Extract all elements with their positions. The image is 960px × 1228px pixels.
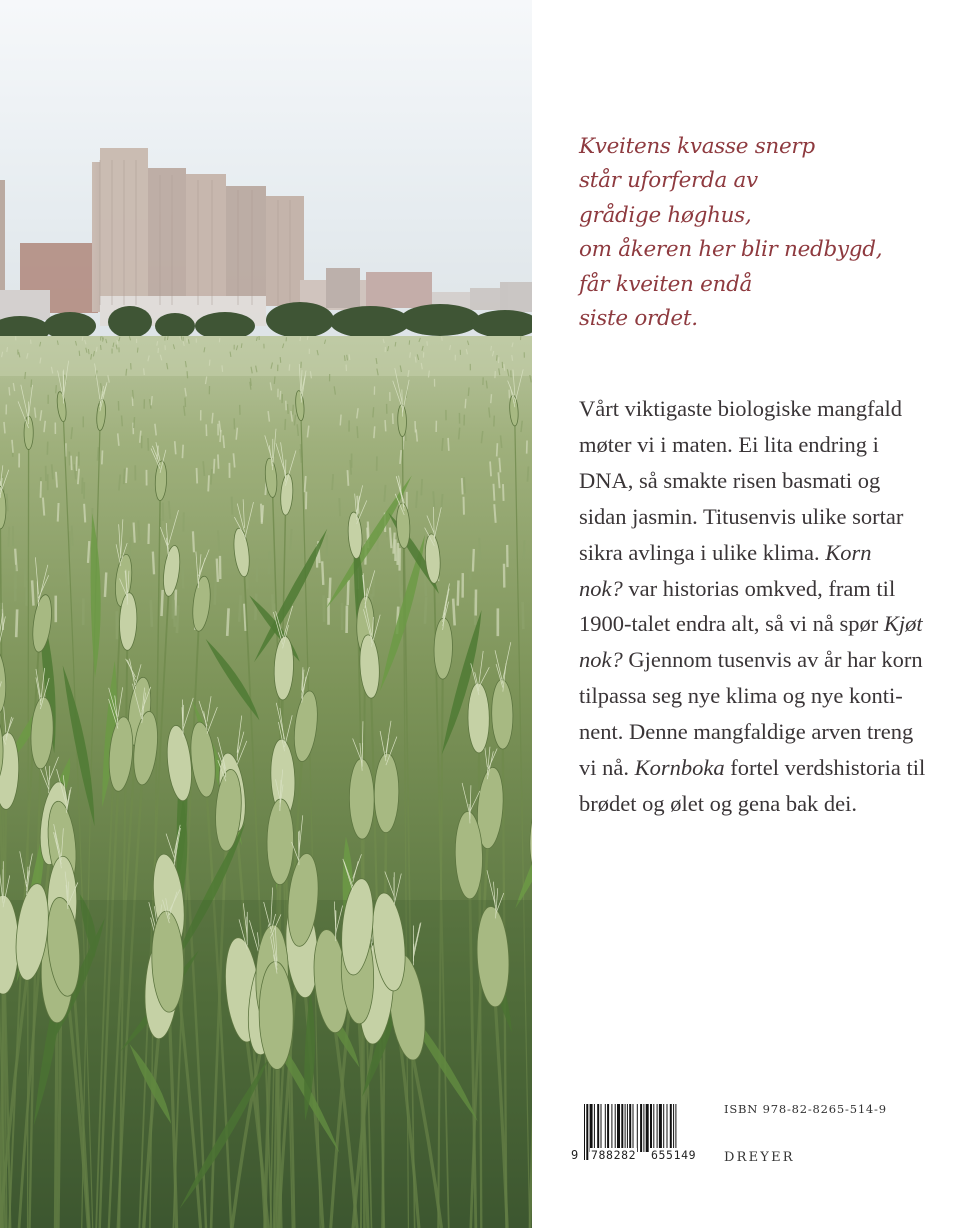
description-text: vi nå. [579, 755, 635, 781]
wheat-texture [76, 456, 77, 470]
wheat-texture [392, 518, 393, 538]
wheat-texture [218, 454, 219, 468]
barcode-bar [659, 1104, 662, 1152]
wheat-texture [527, 466, 528, 481]
wheat-texture [479, 538, 480, 560]
wheat-texture [9, 387, 10, 395]
emphasis-korn: Korn [825, 539, 872, 565]
wheat-texture [497, 355, 498, 361]
wheat-texture [169, 501, 170, 519]
wheat-texture [344, 355, 345, 361]
wheat-texture [183, 564, 184, 588]
barcode-bar [597, 1104, 599, 1152]
wheat-texture [101, 345, 102, 350]
wheat-texture [503, 484, 504, 501]
barcode-bar [590, 1104, 593, 1152]
wheat-texture [442, 438, 443, 451]
wheat-texture [468, 387, 469, 395]
poem-line: grådige høghus, [579, 202, 752, 228]
wheat-texture [384, 485, 385, 502]
wheat-texture [290, 529, 291, 550]
wheat-texture [373, 407, 374, 417]
wheat-texture [232, 497, 233, 515]
wheat-texture [102, 450, 103, 464]
wheat-texture [187, 371, 188, 378]
wheat-texture [393, 533, 394, 554]
poem-line: får kveiten endå [579, 271, 753, 297]
publisher-name: DREYER [724, 1150, 795, 1165]
barcode-bar [663, 1104, 664, 1152]
wheat-texture [124, 469, 125, 485]
wheat-texture [350, 460, 351, 475]
wheat-texture [219, 338, 220, 342]
poem-line: Kveitens kvasse snerp [579, 134, 815, 159]
wheat-texture [462, 478, 463, 494]
wheat-texture [15, 565, 16, 589]
wheat-texture [126, 369, 127, 376]
description-line [579, 642, 951, 678]
wheat-texture [175, 441, 176, 454]
wheat-texture [415, 357, 416, 363]
wheat-texture [209, 360, 210, 366]
wheat-texture [489, 407, 490, 417]
wheat-texture [433, 491, 434, 508]
wheat-texture [16, 609, 17, 637]
wheat-texture [499, 458, 500, 473]
emphasis-nok: nok? [579, 575, 623, 601]
description-line [579, 606, 951, 642]
barcode-bar [646, 1104, 649, 1152]
wheat-texture [416, 491, 417, 508]
wheat-texture [374, 426, 375, 438]
wheat-texture [458, 580, 459, 605]
barcode-lead-digit: 9 [571, 1148, 579, 1162]
wheat-texture [218, 530, 219, 551]
barcode-bar [621, 1104, 623, 1152]
wheat-texture [459, 428, 460, 440]
barcode-bar [650, 1104, 652, 1152]
wheat-texture [347, 355, 348, 361]
barcode-bar [617, 1104, 620, 1152]
description-line [579, 571, 951, 607]
poem-line: om åkeren her blir nedbygd, [579, 237, 883, 263]
wheat-texture [222, 365, 223, 372]
wheat-texture [493, 484, 494, 501]
wheat-texture [144, 368, 145, 375]
barcode-bar [601, 1104, 602, 1152]
wheat-texture [105, 572, 106, 597]
barcode-digits-right: 655149 [651, 1148, 697, 1162]
wheat-texture [448, 438, 449, 451]
wheat-texture [162, 590, 163, 616]
back-cover-text-panel [532, 0, 960, 1228]
wheat-texture [390, 528, 391, 549]
wheat-texture [498, 472, 499, 488]
description-text: sikra avlinga i ulike klima. [579, 539, 826, 565]
description-line [579, 535, 951, 571]
wheat-texture [4, 422, 5, 433]
wheat-texture [12, 440, 13, 453]
wheat-texture [494, 504, 495, 523]
wheat-texture [25, 564, 26, 588]
barcode-bar [615, 1104, 616, 1152]
wheat-texture [473, 549, 474, 572]
wheat-texture [453, 599, 454, 626]
wheat-texture [173, 600, 174, 627]
wheat-texture [300, 337, 301, 341]
wheat-texture [129, 537, 130, 558]
wheat-texture [43, 498, 44, 516]
barcode-bar [643, 1104, 644, 1152]
wheat-texture [8, 527, 9, 548]
wheat-texture [340, 415, 341, 426]
wheat-texture [138, 520, 139, 540]
barcode-bar [670, 1104, 672, 1152]
wheat-texture [82, 337, 83, 341]
wheat-texture [512, 355, 513, 361]
wheat-texture [385, 420, 386, 431]
wheat-texture [137, 348, 138, 353]
poem-line: siste ordet. [579, 306, 698, 332]
wheat-texture [280, 357, 281, 363]
wheat-texture [491, 346, 492, 351]
barcode-bar [637, 1104, 638, 1152]
wheat-texture [227, 608, 228, 636]
wheat-texture [497, 443, 498, 456]
emphasis-nok: nok? [579, 647, 623, 673]
wheat-texture [32, 580, 33, 605]
wheat-texture [305, 476, 306, 492]
wheat-texture [88, 349, 89, 354]
wheat-texture [122, 415, 123, 426]
wheat-texture [262, 505, 263, 524]
wheat-texture [153, 552, 154, 575]
wheat-texture [322, 561, 323, 585]
wheat-texture [58, 503, 59, 522]
wheat-ear [349, 759, 375, 840]
wheat-texture [348, 580, 349, 605]
barcode-bar [625, 1104, 626, 1152]
wheat-texture [347, 470, 348, 486]
wheat-texture [269, 551, 270, 574]
wheat-texture [410, 352, 411, 357]
wheat-texture [25, 372, 26, 379]
wheat-texture [239, 595, 240, 622]
description-line: DNA, så smakte risen basmati og [579, 467, 881, 493]
barcode-bar [653, 1104, 654, 1152]
description-line: Vårt viktigaste biologiske mangfald [579, 396, 903, 421]
wheat-texture [293, 405, 294, 415]
wheat-texture [134, 417, 135, 428]
barcode-bar [605, 1104, 606, 1152]
description-line: brødet og ølet og gena bak dei. [579, 790, 858, 816]
wheat-texture [274, 376, 275, 384]
barcode-bar [640, 1104, 642, 1152]
wheat-texture [349, 354, 350, 360]
description-text: Gjennom tusenvis av år har korn [622, 647, 923, 673]
barcode-bar [611, 1104, 612, 1152]
isbn-barcode-block [568, 1098, 898, 1178]
barcode-bar [627, 1104, 628, 1152]
barcode-bar [657, 1104, 658, 1152]
wheat-texture [126, 468, 127, 483]
wheat-texture [425, 597, 426, 624]
emphasis-kjot: Kjøt [883, 611, 923, 637]
wheat-texture [255, 594, 256, 620]
wheat-texture [211, 469, 212, 485]
wheat-texture [41, 481, 42, 498]
description-text: 1900-talet endra alt, så vi nå spør [579, 611, 884, 637]
wheat-texture [208, 475, 209, 491]
wheat-texture [79, 351, 80, 356]
barcode-bar [584, 1104, 585, 1160]
wheat-texture [421, 479, 422, 495]
barcode-bar [594, 1104, 595, 1152]
barcode-bar [667, 1104, 668, 1152]
wheat-texture [285, 419, 286, 430]
barcode-bar [586, 1104, 588, 1160]
wheat-texture [197, 468, 198, 483]
wheat-texture [151, 600, 152, 627]
wheat-texture [78, 469, 79, 485]
wheat-texture [52, 464, 53, 479]
wheat-texture [490, 461, 491, 476]
wheat-texture [287, 404, 288, 414]
wheat-texture [68, 561, 69, 585]
wheat-texture [523, 602, 524, 629]
description-line: tilpassa seg nye klima og nye konti- [579, 683, 903, 709]
wheat-texture [182, 445, 183, 458]
wheat-texture [56, 472, 57, 488]
wheat-texture [397, 543, 398, 565]
emphasis-kornboka: Kornboka [634, 755, 725, 781]
wheat-texture [400, 573, 401, 598]
wheat-texture [215, 580, 216, 605]
wheat-texture [504, 364, 505, 370]
wheat-texture [71, 456, 72, 470]
wheat-texture [357, 426, 358, 438]
barcode-bar [607, 1104, 609, 1152]
wheat-texture [339, 498, 340, 516]
wheat-texture [464, 477, 465, 493]
wheat-texture [289, 364, 290, 370]
wheat-texture [212, 413, 213, 424]
isbn-number: ISBN 978-82-8265-514-9 [724, 1102, 887, 1116]
wheat-texture [272, 594, 273, 620]
wheat-texture [72, 525, 73, 545]
wheat-texture [134, 522, 135, 542]
wheat-texture [332, 474, 333, 490]
description-line: sidan jasmin. Titusenvis ulike sortar [579, 503, 904, 529]
wheat-texture [465, 399, 466, 408]
wheat-texture [185, 398, 186, 407]
description-text: fortel verdshistoria til [724, 755, 926, 781]
wheat-texture [223, 435, 224, 448]
description-line: nent. Denne mangfaldige arven treng [579, 719, 914, 745]
poem [579, 130, 949, 336]
wheat-texture [133, 390, 134, 399]
wheat-texture [177, 606, 178, 633]
wheat-texture [524, 540, 525, 562]
wheat-texture [7, 494, 8, 512]
wheat-texture [97, 447, 98, 461]
wheat-texture [56, 385, 57, 393]
description-line: møter vi i maten. Ei lita endring i [579, 431, 879, 457]
wheat-texture [442, 337, 443, 341]
description-line [579, 750, 951, 786]
poem-line: står uforferda av [579, 168, 758, 194]
wheat-texture [217, 559, 218, 582]
wheat-texture [84, 504, 85, 523]
wheat-texture [167, 336, 168, 340]
wheat-texture [88, 541, 89, 563]
wheat-texture [203, 461, 204, 476]
description-text: var historias omkved, fram til [622, 575, 896, 601]
wheat-texture [214, 459, 215, 474]
wheat-texture [193, 531, 194, 552]
wheat-texture [470, 557, 471, 580]
barcode-digits-left: 788282 [591, 1148, 637, 1162]
wheat-texture [7, 347, 8, 352]
book-description [579, 391, 951, 822]
wheat-texture [280, 391, 281, 400]
wheat-texture [220, 430, 221, 442]
wheat-texture [395, 342, 396, 347]
wheat-texture [491, 394, 492, 403]
wheat-texture [31, 379, 32, 387]
wheat-texture [82, 478, 83, 494]
